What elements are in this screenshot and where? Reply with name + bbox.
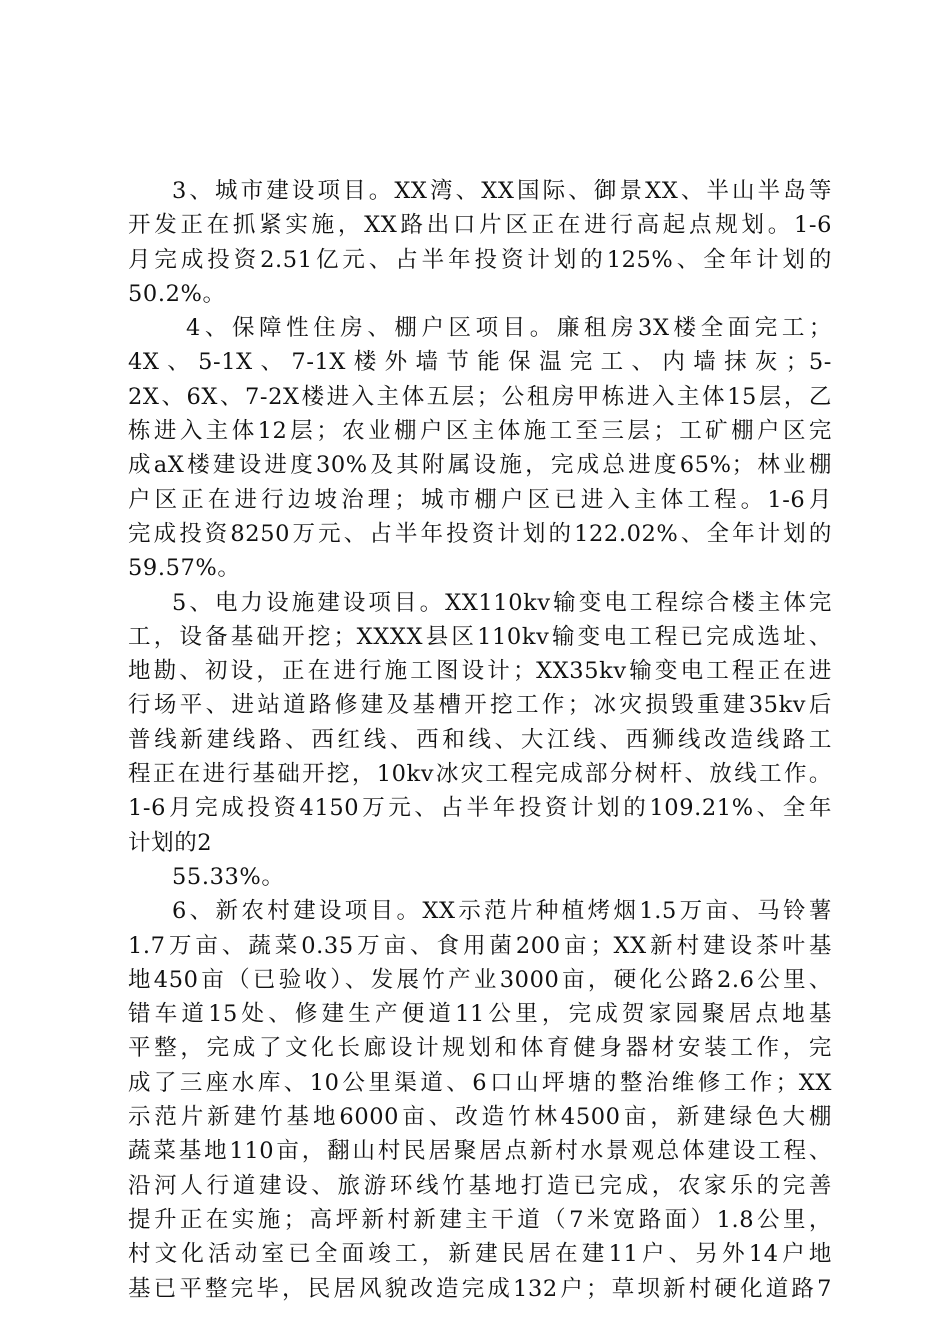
text-line: 地勘、初设，正在进行施工图设计；XX35kv输变电工程正在进 — [128, 658, 832, 685]
text-line: 5、电力设施建设项目。XX110kv输变电工程综合楼主体完 — [172, 589, 832, 616]
paragraph-6 — [128, 894, 832, 1306]
text-line: 6、新农村建设项目。XX示范片种植烤烟1.5万亩、马铃薯 — [172, 898, 832, 925]
text-line: 错车道15处、修建生产便道11公里，完成贺家园聚居点地基 — [128, 1001, 832, 1028]
text-line: 地450亩（已验收）、发展竹产业3000亩，硬化公路2.6公里、 — [128, 966, 832, 993]
text-line: 普线新建线路、西红线、西和线、大江线、西狮线改造线路工 — [128, 726, 832, 753]
text-line: 1.7万亩、蔬菜0.35万亩、食用菌200亩；XX新村建设茶叶基 — [128, 932, 832, 959]
text-line: 成aX楼建设进度30%及其附属设施，完成总进度65%；林业棚 — [128, 452, 832, 479]
text-line: 村文化活动室已全面竣工，新建民居在建11户、另外14户地 — [128, 1241, 832, 1268]
text-line: 开发正在抓紧实施，XX路出口片区正在进行高起点规划。1-6 — [128, 212, 832, 239]
text-line: 程正在进行基础开挖，10kv冰灾工程完成部分树杆、放线工作。 — [128, 761, 832, 788]
text-line: 2X、6X、7-2X楼进入主体五层；公租房甲栋进入主体15层，乙 — [128, 383, 832, 410]
text-line: 50.2%。 — [128, 280, 226, 307]
text-line: 计划的2 — [128, 829, 213, 856]
text-line: 成了三座水库、10公里渠道、6口山坪塘的整治维修工作；XX — [128, 1069, 832, 1096]
text-line: 完成投资8250万元、占半年投资计划的122.02%、全年计划的 — [128, 520, 832, 547]
text-line: 蔬菜基地110亩，翻山村民居聚居点新村水景观总体建设工程、 — [128, 1138, 832, 1165]
document-body — [128, 174, 832, 1306]
text-line: 平整，完成了文化长廊设计规划和体育健身器材安装工作，完 — [128, 1035, 832, 1062]
text-line: 1-6月完成投资4150万元、占半年投资计划的109.21%、全年 — [128, 795, 832, 822]
text-line: 月完成投资2.51亿元、占半年投资计划的125%、全年计划的 — [128, 246, 832, 273]
text-line: 4X、5-1X、7-1X楼外墙节能保温完工、内墙抹灰；5- — [128, 349, 832, 376]
paragraph-5 — [128, 586, 832, 895]
text-line: 沿河人行道建设、旅游环线竹基地打造已完成，农家乐的完善 — [128, 1172, 832, 1199]
text-line: 基已平整完毕，民居风貌改造完成132户；草坝新村硬化道路7 — [128, 1275, 832, 1302]
text-line: 工，设备基础开挖；XXXX县区110kv输变电工程已完成选址、 — [128, 623, 832, 650]
text-line: 4、保障性住房、棚户区项目。廉租房3X楼全面完工； — [186, 315, 832, 342]
text-line: 3、城市建设项目。XX湾、XX国际、御景XX、半山半岛等 — [172, 178, 832, 204]
text-line: 59.57%。 — [128, 555, 241, 582]
text-line: 示范片新建竹基地6000亩、改造竹林4500亩，新建绿色大棚 — [128, 1104, 832, 1131]
text-line: 55.33%。 — [172, 863, 285, 890]
text-line: 栋进入主体12层；农业棚户区主体施工至三层；工矿棚户区完 — [128, 418, 832, 445]
text-line: 提升正在实施；高坪新村新建主干道（7米宽路面）1.8公里， — [128, 1206, 832, 1233]
paragraph-3 — [128, 174, 832, 311]
paragraph-4 — [128, 311, 832, 585]
text-line: 行场平、进站道路修建及基槽开挖工作；冰灾损毁重建35kv后 — [128, 692, 832, 719]
text-line: 户区正在进行边坡治理；城市棚户区已进入主体工程。1-6月 — [128, 486, 832, 513]
